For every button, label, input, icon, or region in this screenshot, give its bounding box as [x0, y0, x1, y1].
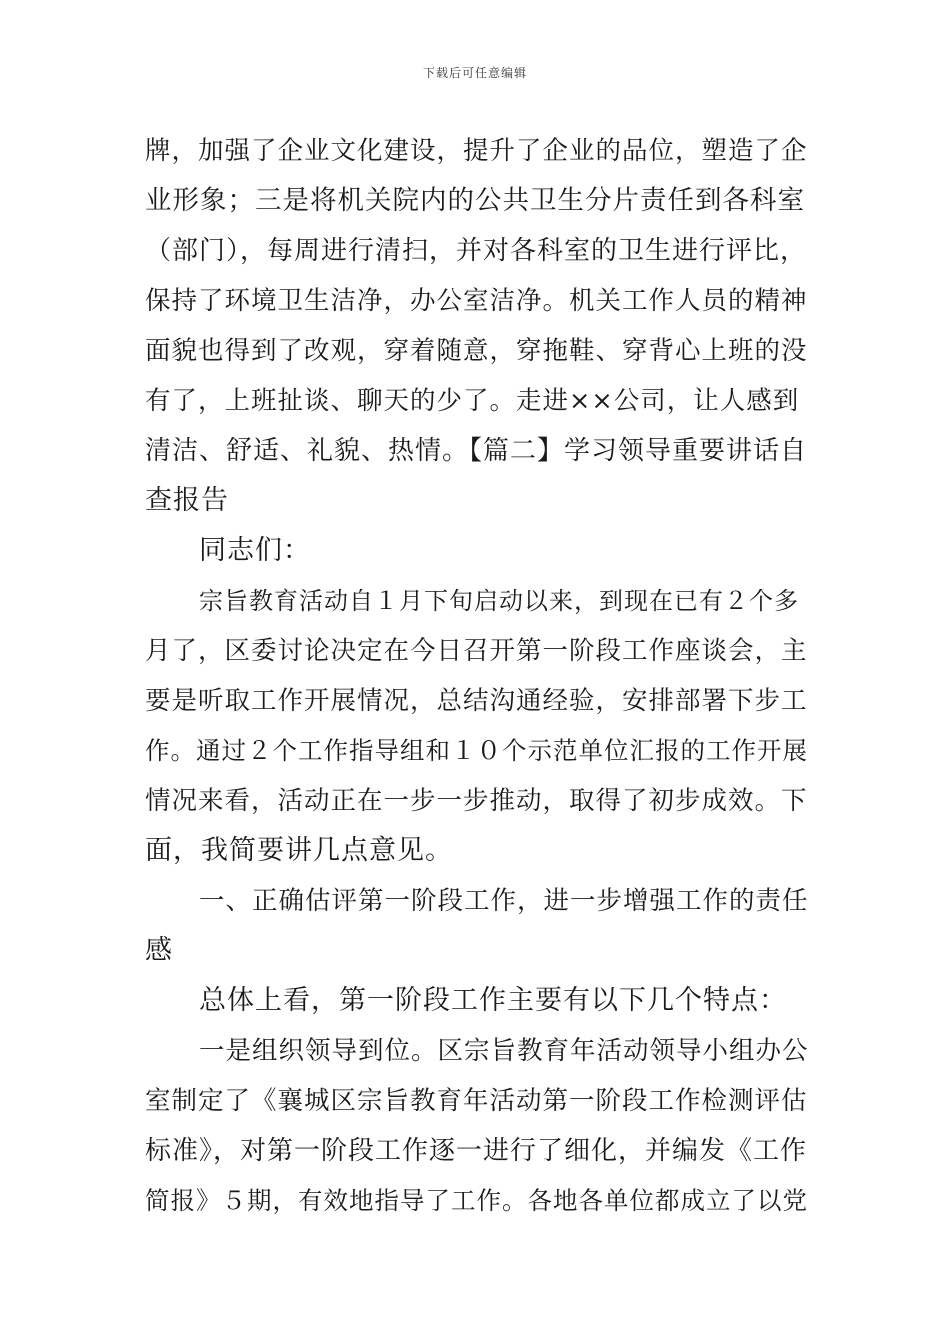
text-line: 业形象；三是将机关院内的公共卫生分片责任到各科室 [145, 185, 805, 216]
text-line: 一、正确估评第一阶段工作，进一步增强工作的责任 [199, 886, 809, 916]
text-line: 同志们： [199, 535, 311, 566]
header-note: 下载后可任意编辑 [422, 66, 527, 80]
text-line: 要是听取工作开展情况，总结沟通经验，安排部署下步工 [145, 686, 808, 716]
text-line: 情况来看，活动正在一步一步推动，取得了初步成效。下 [145, 786, 808, 816]
text-line: 标准》，对第一阶段工作逐一进行了细化，并编发《工作 [145, 1136, 808, 1166]
text-line: 总体上看，第一阶段工作主要有以下几个特点： [199, 985, 787, 1016]
text-line: 宗旨教育活动自１月下旬启动以来，到现在已有２个多 [199, 587, 799, 615]
document-body [145, 126, 810, 1226]
text-line: 作。通过２个工作指导组和１０个示范单位汇报的工作开展 [145, 736, 808, 765]
text-line: 牌，加强了企业文化建设，提升了企业的品位，塑造了企 [145, 136, 808, 166]
text-line: 有了，上班扯谈、聊天的少了。走进××公司，让人感到 [145, 386, 800, 416]
text-line: 查报告 [145, 485, 229, 516]
text-line: 室制定了《襄城区宗旨教育年活动第一阶段工作检测评估 [145, 1086, 808, 1116]
text-line: 面，我简要讲几点意见。 [145, 835, 453, 866]
text-line: （部门），每周进行清扫，并对各科室的卫生进行评比， [145, 236, 808, 266]
text-line: 感 [145, 935, 173, 966]
text-line: 简报》５期，有效地指导了工作。各地各单位都成立了以党 [145, 1186, 808, 1215]
text-line: 月了，区委讨论决定在今日召开第一阶段工作座谈会，主 [145, 636, 808, 666]
text-line: 一是组织领导到位。区宗旨教育年活动领导小组办公 [199, 1036, 809, 1066]
text-line: 面貌也得到了改观，穿着随意，穿拖鞋、穿背心上班的没 [145, 336, 808, 366]
text-line: 清洁、舒适、礼貌、热情。【篇二】学习领导重要讲话自 [145, 436, 808, 466]
text-line: 保持了环境卫生洁净，办公室洁净。机关工作人员的精神 [145, 286, 808, 316]
